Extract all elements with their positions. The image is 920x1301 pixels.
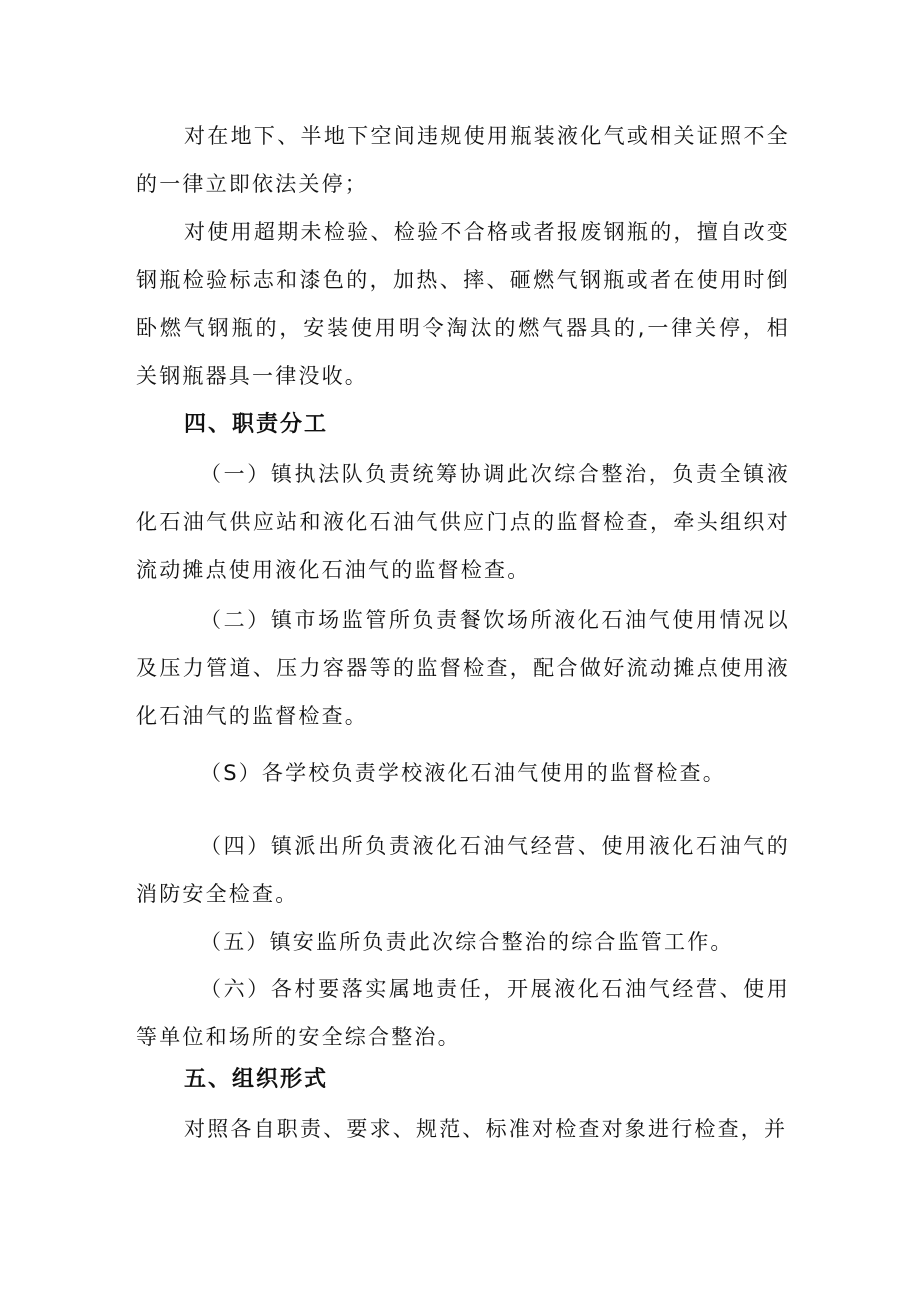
paragraph-cylinder-rules: 对使用超期未检验、检验不合格或者报废钢瓶的，擅自改变钢瓶检验标志和漆色的，加热、摔、砸燃气钢瓶或者在使用时倒卧燃气钢瓶的，安装使用明令淘汰的燃气器具的,一律关停，相关钢瓶器具一律没收。 — [136, 220, 790, 388]
paragraph-underground-ban: 对在地下、半地下空间违规使用瓶装液化气或相关证照不全的一律立即依法关停； — [136, 124, 790, 196]
heading-organization-form: 五、组织形式 — [184, 1067, 329, 1092]
paragraph-duty-5: （五）镇安监所负责此次综合整治的综合监管工作。 — [200, 930, 734, 954]
paragraph-duty-1: （一）镇执法队负责统筹协调此次综合整治，负责全镇液化石油气供应站和液化石油气供应门点的监督检查，牵头组织对流动摊点使用液化石油气的监督检查。 — [136, 462, 790, 582]
paragraph-duty-4: （四）镇派出所负责液化石油气经营、使用液化石油气的消防安全检查。 — [136, 834, 790, 906]
paragraph-duty-2: （二）镇市场监管所负责餐饮场所液化石油气使用情况以及压力管道、压力容器等的监督检查，配合做好流动摊点使用液化石油气的监督检查。 — [136, 608, 790, 728]
paragraph-duty-3: （S）各学校负责学校液化石油气使用的监督检查。 — [200, 761, 726, 785]
heading-duty-division: 四、职责分工 — [184, 412, 329, 437]
paragraph-organization-form: 对照各自职责、要求、规范、标准对检查对象进行检查，并 — [184, 1117, 788, 1141]
paragraph-duty-6: （六）各村要落实属地责任，开展液化石油气经营、使用等单位和场所的安全综合整治。 — [136, 977, 790, 1049]
